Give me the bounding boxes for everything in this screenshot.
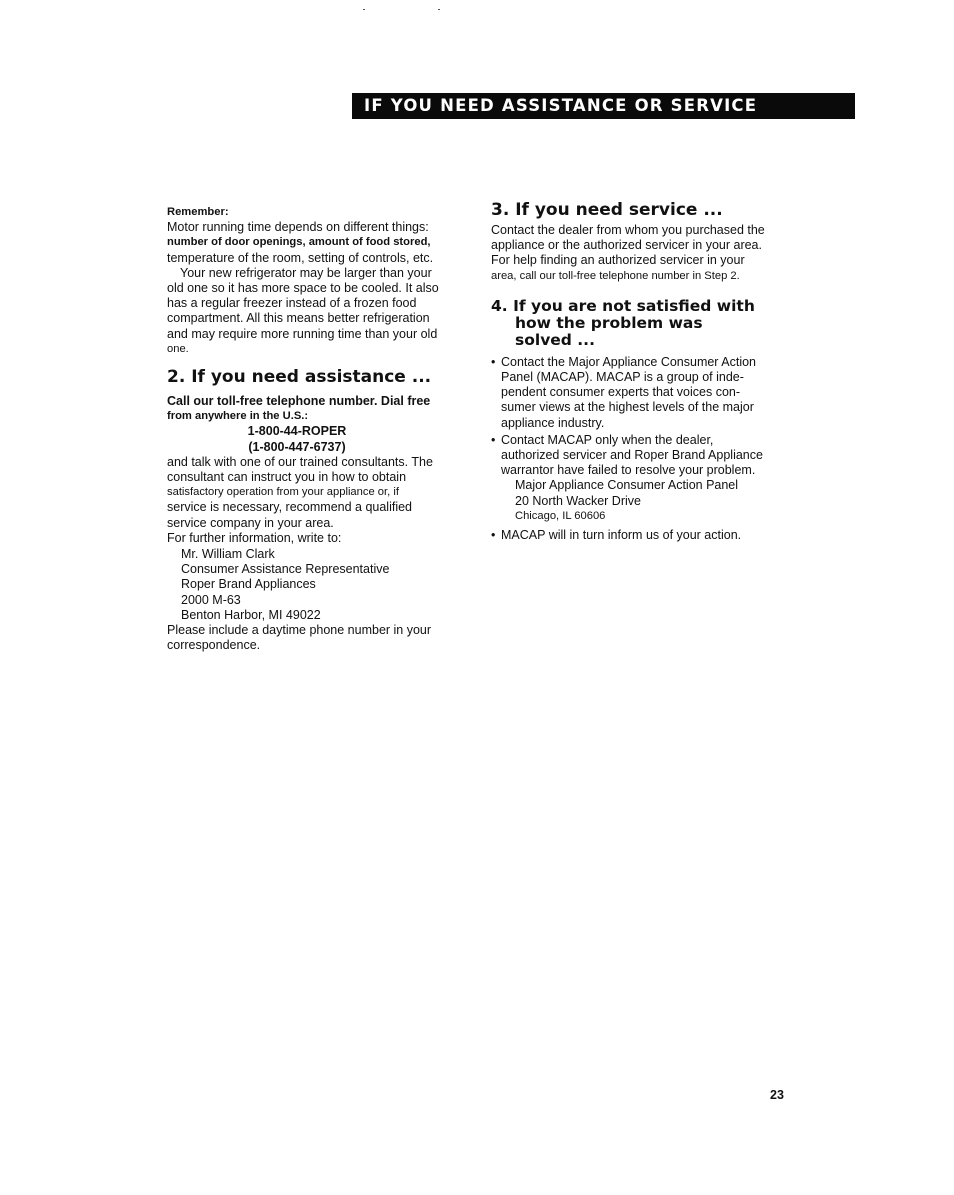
phone-number-word: 1-800-44-ROPER [247, 424, 347, 439]
bullet-icon: • [491, 354, 496, 369]
right-column [491, 201, 796, 543]
text-line: Call our toll-free telephone number. Dial free [167, 394, 431, 409]
text-line: number of door openings, amount of food stored, [167, 236, 431, 249]
text-line: Please include a daytime phone number in your [167, 623, 432, 638]
text-line: satisfactory operation from your appliance or, if [167, 486, 399, 499]
text-line: Your new refrigerator may be larger than your [180, 265, 432, 280]
text-line: temperature of the room, setting of controls, etc. [167, 250, 434, 265]
address-line: Benton Harbor, MI 49022 [181, 607, 321, 622]
banner-title: IF YOU NEED ASSISTANCE OR SERVICE [364, 96, 758, 115]
address-line: Roper Brand Appliances [181, 577, 316, 592]
address-line: Mr. William Clark [181, 547, 275, 562]
text-line: MACAP will in turn inform us of your action. [501, 528, 742, 543]
text-line: old one so it has more space to be cooled. It also [167, 281, 439, 296]
text-line: service company in your area. [167, 515, 334, 530]
bullet-item [491, 528, 796, 543]
text-line: sumer views at the highest levels of the major [501, 400, 754, 415]
text-line: consultant can instruct you in how to obtain [167, 470, 407, 485]
address-line: Major Appliance Consumer Action Panel [515, 478, 739, 493]
section-4-heading-line: solved ... [515, 330, 595, 349]
further-info-text: For further information, write to: [167, 530, 342, 545]
text-line: appliance or the authorized servicer in your area. [491, 238, 762, 253]
text-line: service is necessary, recommend a qualified [167, 500, 413, 515]
mailing-address [167, 547, 467, 623]
left-column [167, 205, 467, 653]
text-line: Contact the dealer from whom you purchased the [491, 223, 765, 237]
address-line: 20 North Wacker Drive [515, 493, 641, 508]
address-line: 2000 M-63 [181, 592, 241, 607]
section-2-body [167, 455, 467, 531]
address-line: Consumer Assistance Representative [181, 562, 390, 577]
section-banner [352, 93, 855, 119]
scan-mark [363, 9, 365, 10]
text-line: has a regular freezer instead of a frozen food [167, 296, 417, 311]
bullet-icon: • [491, 432, 496, 447]
address-line: Chicago, IL 60606 [515, 509, 606, 522]
text-line: Contact the Major Appliance Consumer Action [501, 354, 756, 369]
bullet-item [491, 355, 796, 431]
remember-heading: Remember: [167, 206, 229, 218]
text-line: appliance industry. [501, 415, 605, 430]
text-line: compartment. All this means better refrigeration [167, 311, 430, 326]
scan-mark [438, 9, 440, 10]
section-3-body [491, 223, 796, 284]
bullet-item [491, 433, 796, 479]
page-number: 23 [770, 1088, 784, 1102]
section-4-heading-line: 4. If you are not satisfied with [491, 296, 755, 315]
text-line: Contact MACAP only when the dealer, [501, 432, 714, 447]
text-line: authorized servicer and Roper Brand Appliance [501, 448, 763, 463]
bullet-icon: • [491, 528, 496, 543]
text-line: and talk with one of our trained consultants. The [167, 454, 433, 469]
text-line: area, call our toll-free telephone number in Step 2. [491, 269, 740, 282]
section-2-heading: 2. If you need assistance ... [167, 367, 432, 388]
text-line: Panel (MACAP). MACAP is a group of inde- [501, 370, 744, 385]
section-4-heading-line: how the problem was [515, 313, 703, 332]
text-line: one. [167, 342, 189, 355]
text-line: Motor running time depends on different things: [167, 220, 429, 235]
closing-paragraph [167, 623, 467, 653]
text-line: from anywhere in the U.S.: [167, 410, 309, 423]
phone-number-digits: (1-800-447-6737) [248, 439, 346, 454]
text-line: For help finding an authorized servicer in your [491, 253, 745, 268]
remember-paragraph [167, 220, 467, 357]
section-4-heading [491, 298, 796, 349]
section-2-lead [167, 394, 467, 424]
text-line: and may require more running time than your old [167, 326, 438, 341]
text-line: pendent consumer experts that voices con- [501, 385, 741, 400]
text-line: warrantor have failed to resolve your problem. [501, 463, 756, 478]
section-3-heading: 3. If you need service ... [491, 200, 723, 220]
macap-address [491, 478, 796, 524]
text-line: correspondence. [167, 638, 261, 653]
